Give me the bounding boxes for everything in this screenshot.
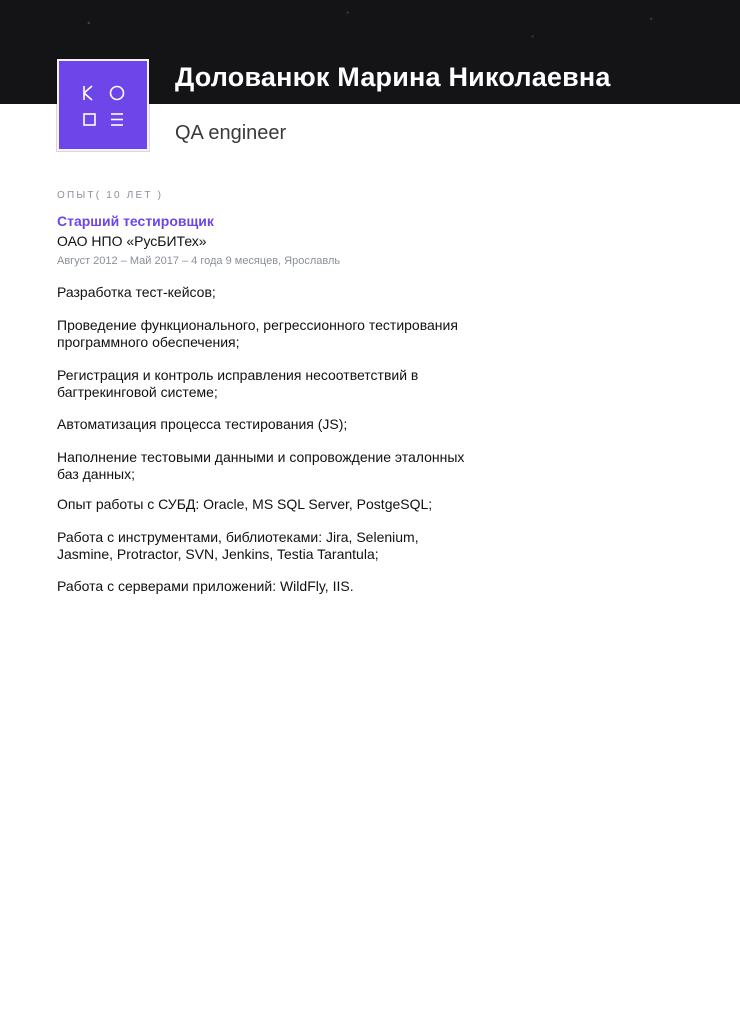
duty-item: Автоматизация процесса тестирования (JS); xyxy=(57,416,348,432)
kode-logo-icon xyxy=(57,59,149,151)
duty-item: Наполнение тестовыми данными и сопровождение эталонных баз данных; xyxy=(57,449,465,482)
duty-item: Регистрация и контроль исправления несоответствий в багтрекинговой системе; xyxy=(57,367,419,400)
employment-period: Август 2012 – Май 2017 – 4 года 9 месяцев, Ярославль xyxy=(57,255,341,267)
experience-section-label: ОПЫТ( 10 ЛЕТ ) xyxy=(57,190,164,201)
duty-item: Работа с инструментами, библиотеками: Jira, Selenium, Jasmine, Protractor, SVN, Jenkins, Testia Tarantula; xyxy=(57,529,419,562)
logo-glyphs-icon xyxy=(59,61,147,149)
candidate-role: QA engineer xyxy=(175,122,287,144)
company-name: ОАО НПО «РусБИТех» xyxy=(57,233,207,249)
duty-item: Работа с серверами приложений: WildFly, IIS. xyxy=(57,578,354,594)
duty-item: Опыт работы с СУБД: Oracle, MS SQL Server, PostgeSQL; xyxy=(57,496,433,512)
duty-item: Разработка тест-кейсов; xyxy=(57,284,216,300)
candidate-name: Долованюк Марина Николаевна xyxy=(175,62,611,92)
job-title: Старший тестировщик xyxy=(57,213,214,229)
duty-item: Проведение функционального, регрессионного тестирования программного обеспечения; xyxy=(57,317,458,350)
